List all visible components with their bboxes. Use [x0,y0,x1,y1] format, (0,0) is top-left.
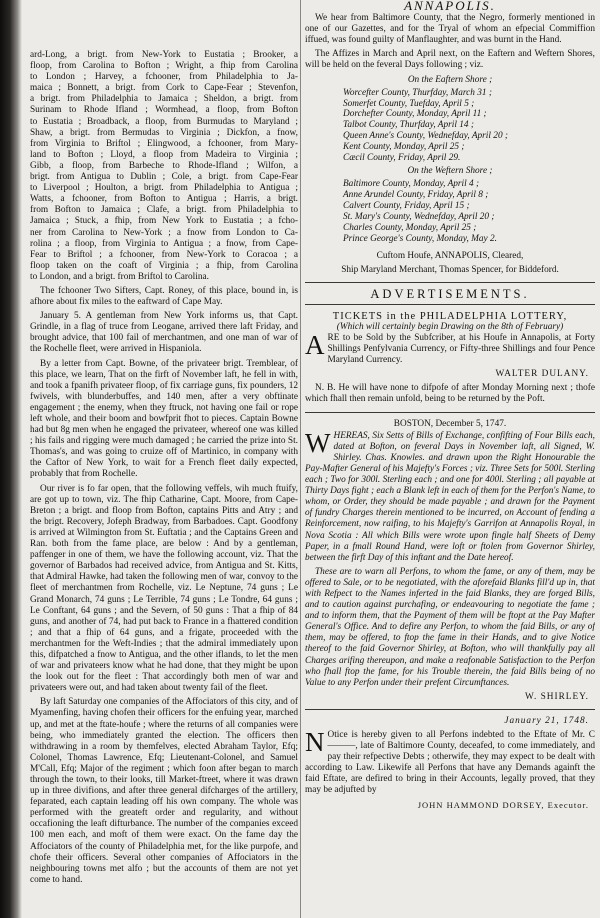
news-paragraph: The fchooner Two Sifters, Capt. Roney, of this place, bound in, is afhore about fix miles to the eaftward of Cape May. [30,285,298,308]
county-entry: Queen Anne's County, Wednefday, April 20 ; [343,131,509,142]
court-notice: We hear from Baltimore County, that the Negro, formerly mentioned in one of our Gazettes, and for the Tryal of whom an efpecial Commiffion iffued, was found guilty of Manflaughter, and was burnt in the Hand. [305,13,595,46]
notice-dateline: January 21, 1748. [504,715,589,726]
news-paragraph: By a letter from Capt. Bowne, of the privateer brigt. Tremblear, of this place, we learn, That on the firft of November laft, he fell in with, and took a fpanifh privateer floop, of fix carriage guns, fix pounders, 12 fwivels, with blunderbuffes, and 140 men, after a very obftinate engagement ; the enemy, when they ftruck, not having one fail or rope left whole, and their boom and bowfprit fhot to pieces. Captain Bowne had but 8g men when he engaged the privateer, whereof one was killed ; his fails and rigging were much damaged ; he carried the prize into St. Thomas's, and was going to cruize off of Martinico, in company with the Caftor of New York, to wait for a French fleet daily expected, probably that from Rochelle. [30,358,298,480]
tickets-drop-cap: A [305,330,325,360]
bills-drop-cap: W [305,427,331,458]
shipping-line: maica ; Bonnett, a brigt. from Cork to Cape-Fear ; Stevenfon, [30,83,298,94]
notice-body: Otice is hereby given to all Perfons indebted to the Eftate of Mr. C———, late of Baltimore County, deceafed, to come immediately, and pay their refpective Debts ; otherwife, they may expect to be dealt with according to Law. Likewife all Perfons that have any Demands againft the faid Eftate, are defired to bring in their Accounts, legally proved, that they may be adjufted by [305,730,595,796]
left-column [30,50,298,916]
shipping-line: Shaw, a brigt. from Bermudas to Virginia ; Dickfon, a fnow, [30,127,298,138]
county-entry: Baltimore County, Monday, April 4 ; [343,179,480,190]
assizes-intro: The Affizes in March and April next, on the Eaftern and Weftern Shores, will be held on the feveral Days following ; viz. [305,49,595,71]
column-divider [300,0,301,918]
county-entry: Anne Arundel County, Friday, April 8 ; [343,190,489,200]
county-entry: Dorchefter County, Monday, April 11 ; [343,109,487,120]
county-entry: St. Mary's County, Wednefday, April 20 ; [343,211,495,222]
shipping-list [30,50,298,283]
rule-1 [305,282,595,283]
shipping-line: to London, and a brigt. from Briftol to Carolina. [30,271,209,282]
right-column [305,0,595,918]
shipping-line: from Bofton to Jamaica ; Clafe, a brigt. from Philadelphia to [30,205,298,216]
shipping-line: a brigt. from Philadelphia to Jamaica ; Sheldon, a brigt. from [30,94,298,105]
tickets-signature: WALTER DULANY. [495,369,589,380]
shipping-line: to Liverpool ; Houlton, a brigt. from Philadelphia to Antigua ; [30,183,298,194]
shipping-line: floop taken on the coaft of Virginia ; a fhip, from Carolina [30,260,298,271]
county-entry: Worcefter County, Thurfday, March 31 ; [343,87,492,98]
rule-2 [305,304,595,305]
shipping-line: brigt. from Antigua to Dublin ; Cole, a brigt. from Cape-Fear [30,172,298,183]
custom-house-line: Cuftom Houfe, ANNAPOLIS, Cleared, [376,250,524,261]
shipping-line: Jamaica ; Stuck, a fhip, from New York to Eustatia ; a fcho- [30,216,298,227]
shipping-line: Watts, a fchooner, from Bofton to Antigua ; Harris, a brigt. [30,194,298,205]
rule-4 [305,709,595,710]
county-entry: Somerfet County, Tuefday, April 5 ; [343,98,475,109]
county-entry: Prince George's County, Monday, May 2. [343,233,497,244]
shipping-line: land to Bofton ; Lloyd, a floop from Madeira to Virginia ; [30,149,298,160]
notice-signature: JOHN HAMMOND DORSEY, Executor. [417,799,589,810]
bills-body-2: These are to warn all Perfons, to whom the fame, or any of them, may be offered to Sale, or to be negotiated, with the aforefaid Blanks fill'd up in, that with Refpect to the Names inferted in the faid Blanks, they are forged Bills, and to caution against purchafing, or endeavouring to negotiate the fame ; and to inform them, that the Payment of them will be ftopt at the Pay Mafter General's Office. And to defire any Perfon, to whom the faid Bills, or any of them, may be offered, to ftop the fame in their Hands, and to give Notice thereof to the faid Governor Shirley, at Bofton, who will thankfully pay all Charges arifing thereupon, and make a reafonable Satisfaction to the Perfon who fhall ftop the fame, for his Trouble therein, the faid Bills being of no Value to any Perfon under their prefent Circumftances. [305,566,595,688]
county-entry: Cæcil County, Friday, April 29. [343,153,461,164]
county-entry: Kent County, Monday, April 25 ; [343,142,465,153]
news-paragraphs [30,286,298,886]
news-paragraph: Our river is fo far open, that the following veffels, wih much ftuify, are got up to town, viz. The fhip Catharine, Capt. Moore, from Cape-Breton ; a brigt. and floop from Bofton, captains Pitts and Atry ; and the brigt. Recovery, Jofeph Bradway, from Barbadoes. Capt. Goodfony is arrived at Wilmington from St. Euftatia ; and the Captains Green and Ran. both from the fame place, are below : And by a gentleman, paffenger in one of them, we have the following account, viz. That the governor of Barbados had received advice, from Antigua and St. Kitts, that Admiral Hawke, had taken the following men of war, convoy to the fleet of merchantmen from Rochelle, viz. Le Neptune, 74 guns ; Le Grand Monarch, 74 guns ; Le Terrible, 74 guns ; Le Tondre, 64 guns ; Le Conftant, 64 guns ; and the Severn, of 50 guns : That a fhip of 84 guns, and another of 74, had put back to France in a fhattered condition ; and that a fhip of 64 guns, and a frigate, proceeded with the merchantmen for the Weft-Indies ; that the admiral immediately upon this, difpatched a fnow to Antigua, and the other iflands, to let the men of war and privateers know what he had done, that they might be upon the look out for the fleet : That accordingly both men of war and privateers were out, and had taken about twenty fail of the fleet. [30,483,298,694]
county-entry: Talbot County, Thurfday, April 14 ; [343,120,474,131]
binding-shadow [0,0,22,918]
shipping-line: rolina ; a floop, from Virginia to Antigua ; a fnow, from Cape- [30,238,298,249]
tickets-title: TICKETS in the PHILADELPHIA LOTTERY, [332,310,568,322]
shipping-line: Surinam to Rhode Ifland ; Wormhead, a floop, from Bofton [30,105,298,116]
tickets-subtitle: (Which will certainly begin Drawing on the 8th of February) [336,321,564,332]
bills-signature: W. SHIRLEY. [525,691,589,702]
ship-line: Ship Maryland Merchant, Thomas Spencer, for Biddeford. [341,264,559,275]
bills-body: HEREAS, Six Setts of Bills of Exchange, confifting of Four Bills each, dated at Bofton, on feveral Days in November laft, all Signed, W. Shirley. Chas. Knowles. and drawn upon the Right Honourable the Pay-Mafter General of his Majefty's Forces ; viz. Three Sets for 500l. Sterling each ; Two for 300l. Sterling each ; and one for 400l. Sterling ; all payable at Thirty Days fight ; each a Blank left in each of them for the Perfon's Name, to whom, or Order, they should be made payable ; and drawn for the Payment of fundry Charges therein mentioned to be incurred, on Account of fending a Reinforcement, now raifing, to his Majefty's Garrifon at Annapolis Royal, in Nova Scotia : All which Bills were wrote upon fingle half Sheets of Demy Paper, in a fmall Round Hand, were loft or ftolen from Governor Shirley, between the firft Day of this inftant and the Date hereof. [305,430,595,563]
shipping-line: ner from Carolina to New-York ; a fnow from London to Ca- [30,227,298,238]
eastern-shore-label: On the Eaftern Shore ; [407,74,493,85]
notice-drop-cap: N [305,727,325,757]
shipping-line: ard-Long, a brigt. from New-York to Eustatia ; Brooker, a [30,50,298,60]
annapolis-header: ANNAPOLIS. [404,0,496,13]
shipping-line: from Virginia to Briftol ; Elingwood, a fchooner, from Mary- [30,138,298,149]
shipping-line: floop, from Carolina to Bofton ; Wright, a fhip from Carolina [30,61,298,72]
western-county-list [305,179,595,244]
tickets-nb: N. B. He will have none to difpofe of after Monday Morning next ; thofe which fhall then remain unfold, being to be returned by the Poft. [305,383,595,405]
tickets-body: RE to be Sold by the Subfcriber, at his Houfe in Annapolis, at Forty Shillings Penfylvania Currency, or Fifty-three Shillings and four Pence Maryland Currency. [327,333,595,366]
shipping-line: to Eustatia ; Broadback, a floop, from Burmudas to Maryland ; [30,116,298,127]
advertisements-heading: ADVERTISEMENTS. [370,286,530,301]
shipping-line: Fear to Briftol ; a fchooner, from New-York to Coracoa ; a [30,249,298,260]
news-paragraph: By laft Saturday one companies of the Affociators of this city, and of Myamenfing, having chofen their officers for the enfuing year, marched up, and met at the ftate-houfe ; where the returns of all companies were being, who immediately granted the election. The officers then withdrawing in a room by themfelves, elected Abraham Taylor, Efq; Colonel, Thomas Lawrence, Efq; Lieutenant-Colonel, and Samuel M'Call, Efq; Major of the regiment ; which foon after began to march through the town, to their looks, till Market-ftreet, where it was drawn up in three divifions, and after three general difcharges of the artillery, feparated, each captain leading off his own company. The whole was performed with the greateft order and regularity, and without occafioning the leaft difturbance. The number of the companies exceed 100 men each, and moft of them were exact. On the fame day the Affociators of the county of Philadelphia met, for the like purpofe, and chofe their officers. Several other companies of Affociators in the neighbouring towns met alfo ; but the accounts of them are not yet come to hand. [30,697,298,885]
bills-dateline: BOSTON, December 5, 1747. [393,418,507,429]
western-shore-label: On the Weftern Shore ; [407,166,493,176]
county-entry: Calvert County, Friday, April 15 ; [343,200,470,211]
shipping-line: to London ; Harvey, a fchooner, from Philadelphia to Ja- [30,72,298,83]
county-entry: Charles County, Monday, April 25 ; [343,222,477,233]
news-paragraph: January 5. A gentleman from New York informs us, that Capt. Grindle, in a flag of truce from Leogane, arrived there laft Friday, and brought advice, that 100 fail of merchantmen, and one man of war of the Rochelle fleet, were arrived in Hispaniola. [30,311,298,355]
eastern-county-list [305,88,595,164]
rule-3 [305,412,595,413]
shipping-line: Gibb, a floop, from Barbeche to Rhode-Ifland ; Wilfon, a [30,160,298,171]
